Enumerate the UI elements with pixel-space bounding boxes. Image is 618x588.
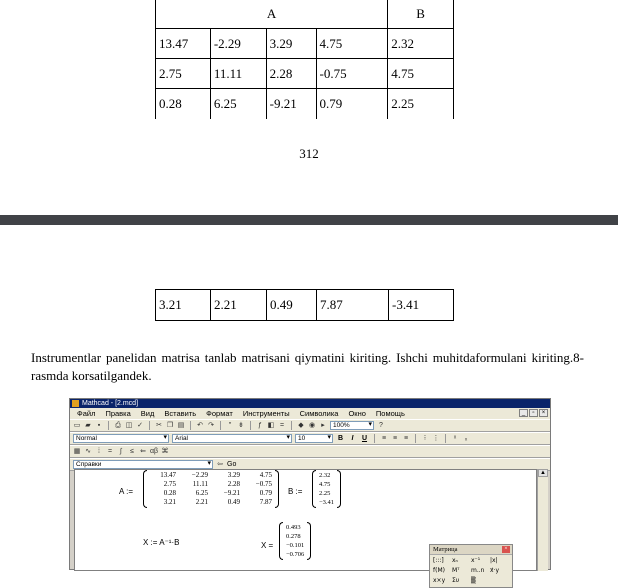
page-separator xyxy=(0,215,618,225)
matrix-cell: 0.278 xyxy=(286,533,301,540)
table-cell: -2.29 xyxy=(210,29,266,59)
worksheet[interactable] xyxy=(74,469,537,584)
matrix-a-label: A := xyxy=(119,487,134,496)
font-select[interactable]: Arial ▾ xyxy=(172,434,292,443)
superscript-icon[interactable]: ˣ xyxy=(453,434,457,442)
print-preview-icon[interactable]: ◫ xyxy=(125,421,133,429)
page-number: 312 xyxy=(299,146,319,161)
open-folder-icon[interactable]: ▰ xyxy=(85,421,91,429)
font-size-select[interactable]: 10 ▾ xyxy=(295,434,333,443)
matrix-cell: 2.75 xyxy=(163,480,176,488)
table-cell: 3.21 xyxy=(156,290,211,321)
palette-close-icon[interactable]: × xyxy=(502,546,510,553)
subscript-icon[interactable]: ₓ xyxy=(464,434,468,442)
matrix-bracket-right xyxy=(275,470,279,508)
header-b: B xyxy=(388,0,454,29)
align-across-icon[interactable]: ″ xyxy=(228,421,232,429)
table-cell: 4.75 xyxy=(388,59,454,89)
matrix-bracket-right xyxy=(307,522,311,560)
matrix-cell: −0.706 xyxy=(286,551,305,558)
spell-check-icon[interactable]: ✓ xyxy=(137,421,143,429)
table-cell: 7.87 xyxy=(317,290,389,321)
formatting-toolbar xyxy=(70,432,550,445)
matrix-cell: −2.29 xyxy=(191,471,208,479)
toolbar-separator xyxy=(445,434,446,443)
table-cell: 3.29 xyxy=(266,29,316,59)
menu-item-help[interactable]: Помощь xyxy=(375,409,405,418)
matrix-cell: 2.28 xyxy=(227,480,240,488)
table-row xyxy=(156,89,454,119)
table-cell: 11.11 xyxy=(210,59,266,89)
close-icon[interactable]: × xyxy=(539,409,548,417)
menu-item-view[interactable]: Вид xyxy=(140,409,155,418)
table-row xyxy=(156,290,454,321)
table-row xyxy=(156,29,454,59)
window-controls xyxy=(519,409,548,417)
palette-range-button[interactable]: m..n xyxy=(471,567,485,574)
matrix-cell: −0.75 xyxy=(255,480,272,488)
go-button[interactable]: Go xyxy=(227,461,237,468)
menu-item-window[interactable]: Окно xyxy=(348,409,366,418)
matrix-cell: 0.28 xyxy=(163,489,176,497)
matrix-cell: 3.29 xyxy=(227,471,240,479)
table-bottom xyxy=(155,289,454,321)
palette-insert-matrix-button[interactable]: [:::] xyxy=(433,557,444,564)
table-cell: 2.32 xyxy=(388,29,454,59)
calculus-palette-icon[interactable]: ∫ xyxy=(120,447,122,455)
matrix-cell: 3.21 xyxy=(163,498,176,506)
result-label: X = xyxy=(261,541,274,550)
palette-inverse-button[interactable]: x⁻¹ xyxy=(471,557,481,564)
evaluation-palette-icon[interactable]: = xyxy=(107,447,113,455)
table-cell: 2.21 xyxy=(211,290,267,321)
cut-icon[interactable]: ✂ xyxy=(156,421,162,429)
palette-cross-product-button[interactable]: x×y xyxy=(433,577,446,584)
matrix-cell: 0.49 xyxy=(227,498,240,506)
go-icon: ⇦ xyxy=(217,460,223,468)
instruction-paragraph: Instrumentlar panelidan matrisa tanlab matrisani qiymatini kiriting. Ishchi muhitdaformulani kiriting.8-rasmda korsatilgandek. xyxy=(31,350,584,383)
redo-icon[interactable]: ↷ xyxy=(208,421,214,429)
toolbar-separator xyxy=(415,434,416,443)
calculator-palette-icon[interactable]: ▦ xyxy=(73,447,81,455)
table-cell: 13.47 xyxy=(156,29,211,59)
toolbar-separator xyxy=(220,421,221,430)
matrix-bracket-right xyxy=(337,470,341,508)
matrix-cell: 0.493 xyxy=(286,524,301,531)
table-cell: 0.49 xyxy=(267,290,317,321)
matrix-cell: −3.41 xyxy=(319,499,335,506)
toolbar-separator xyxy=(108,421,109,430)
toolbar-separator xyxy=(149,421,150,430)
matrix-cell: 2.25 xyxy=(319,490,331,497)
matrix-palette-icon[interactable]: ⁞ xyxy=(98,447,100,455)
scroll-up-icon[interactable]: ▲ xyxy=(538,469,548,477)
matrix-b[interactable] xyxy=(312,470,341,508)
palette-transpose-button[interactable]: Mᵀ xyxy=(452,567,460,574)
save-icon[interactable]: ▪ xyxy=(97,421,101,429)
palette-vector-sum-button[interactable]: Συ xyxy=(452,577,460,584)
vertical-scrollbar[interactable] xyxy=(537,469,548,571)
matrix-palette xyxy=(429,544,513,588)
boolean-palette-icon[interactable]: ≤ xyxy=(130,447,134,455)
copy-icon[interactable]: ❐ xyxy=(166,421,174,429)
mathcad-window xyxy=(69,398,551,584)
align-center-icon[interactable]: ≡ xyxy=(392,434,398,442)
palette-subscript-button[interactable]: xₙ xyxy=(452,557,458,564)
undo-icon[interactable]: ↶ xyxy=(197,421,203,429)
new-file-icon[interactable]: ▭ xyxy=(73,421,81,429)
italic-button[interactable]: I xyxy=(351,435,354,442)
insert-hyperlink-icon[interactable]: ◆ xyxy=(298,421,304,429)
palette-determinant-button[interactable]: |x| xyxy=(490,557,498,564)
menu-item-symbolics[interactable]: Символика xyxy=(299,409,339,418)
standard-toolbar xyxy=(70,419,550,432)
matrix-cell: 13.47 xyxy=(160,471,176,479)
align-left-icon[interactable]: ≡ xyxy=(381,434,387,442)
programming-palette-icon[interactable]: ⇐ xyxy=(140,447,146,455)
minimize-icon[interactable]: _ xyxy=(519,409,528,417)
matrix-cell: −0.101 xyxy=(286,542,305,549)
palette-vectorize-button[interactable]: f(M) xyxy=(433,567,445,574)
table-cell: 0.79 xyxy=(316,89,388,119)
table-top xyxy=(155,0,454,119)
table-cell: -9.21 xyxy=(266,89,316,119)
help-icon[interactable]: ? xyxy=(379,421,383,429)
style-select[interactable]: Normal ▾ xyxy=(73,434,169,443)
menu-item-insert[interactable]: Вставить xyxy=(164,409,197,418)
window-title-bar xyxy=(70,399,550,408)
formula[interactable]: X := A⁻¹·B xyxy=(143,538,180,547)
palette-dot-product-button[interactable]: x⃗·y xyxy=(490,567,500,574)
underline-button[interactable]: U xyxy=(361,435,368,442)
matrix-cell: 2.21 xyxy=(195,498,208,506)
window-title: Mathcad - [2.mcd] xyxy=(82,400,139,407)
menu-item-format[interactable]: Формат xyxy=(206,409,233,418)
matrix-b-label: B := xyxy=(288,487,303,496)
table-cell: 2.25 xyxy=(388,89,454,119)
menu-item-tools[interactable]: Инструменты xyxy=(242,409,290,418)
table-row xyxy=(156,59,454,89)
result-vector xyxy=(279,522,311,560)
matrix-cell: 11.11 xyxy=(192,480,208,488)
table-cell: -0.75 xyxy=(316,59,388,89)
matrix-cell: −9.21 xyxy=(223,489,240,497)
mathcad-logo-icon xyxy=(72,400,79,407)
matrix-cell: 6.25 xyxy=(195,489,208,497)
palette-title-bar xyxy=(430,545,512,555)
resources-select[interactable]: Справки ▾ xyxy=(73,460,213,469)
print-icon[interactable]: ⎙ xyxy=(115,421,121,429)
numbering-icon[interactable]: ⋮ xyxy=(432,434,440,442)
bold-button[interactable]: B xyxy=(337,435,344,442)
table-cell: 2.28 xyxy=(266,59,316,89)
menu-item-edit[interactable]: Правка xyxy=(105,409,131,418)
table-cell: 2.75 xyxy=(156,59,211,89)
run-script-icon[interactable]: ▸ xyxy=(321,421,325,429)
insert-unit-icon[interactable]: ◧ xyxy=(267,421,275,429)
matrix-cell: 7.87 xyxy=(259,498,272,506)
matrix-cell: 2.32 xyxy=(319,472,331,479)
greek-palette-icon[interactable]: αβ xyxy=(150,447,159,455)
matrix-cell: 4.75 xyxy=(259,471,272,479)
paste-icon[interactable]: ▤ xyxy=(177,421,185,429)
zoom-select[interactable]: 100% ▾ xyxy=(330,421,374,430)
bullets-icon[interactable]: ⁝ xyxy=(423,434,427,442)
toolbar-separator xyxy=(190,421,191,430)
table-cell: 4.75 xyxy=(316,29,388,59)
math-toolbar xyxy=(70,445,550,458)
palette-picture-button[interactable]: ▒ xyxy=(471,577,476,584)
menu-item-file[interactable]: Файл xyxy=(77,409,96,418)
calculate-icon[interactable]: = xyxy=(279,421,285,429)
matrix-a[interactable] xyxy=(143,470,279,508)
table-cell: 6.25 xyxy=(210,89,266,119)
toolbar-separator xyxy=(250,421,251,430)
align-down-icon[interactable]: ⇟ xyxy=(238,421,244,429)
restore-icon[interactable]: ▫ xyxy=(529,409,538,417)
header-a: A xyxy=(156,0,388,29)
symbolic-palette-icon[interactable]: ⌘ xyxy=(161,447,169,455)
toolbar-separator xyxy=(291,421,292,430)
align-right-icon[interactable]: ≡ xyxy=(403,434,409,442)
toolbar-separator xyxy=(374,434,375,443)
matrix-cell: 0.79 xyxy=(259,489,272,497)
matrix-cell: 4.75 xyxy=(319,481,331,488)
insert-function-icon[interactable]: ƒ xyxy=(258,421,262,429)
component-wizard-icon[interactable]: ◉ xyxy=(308,421,316,429)
table-cell: 0.28 xyxy=(156,89,211,119)
menu-bar xyxy=(70,408,550,419)
table-cell: -3.41 xyxy=(389,290,454,321)
graph-palette-icon[interactable]: ∿ xyxy=(85,447,91,455)
palette-title: Матрица xyxy=(433,546,458,553)
